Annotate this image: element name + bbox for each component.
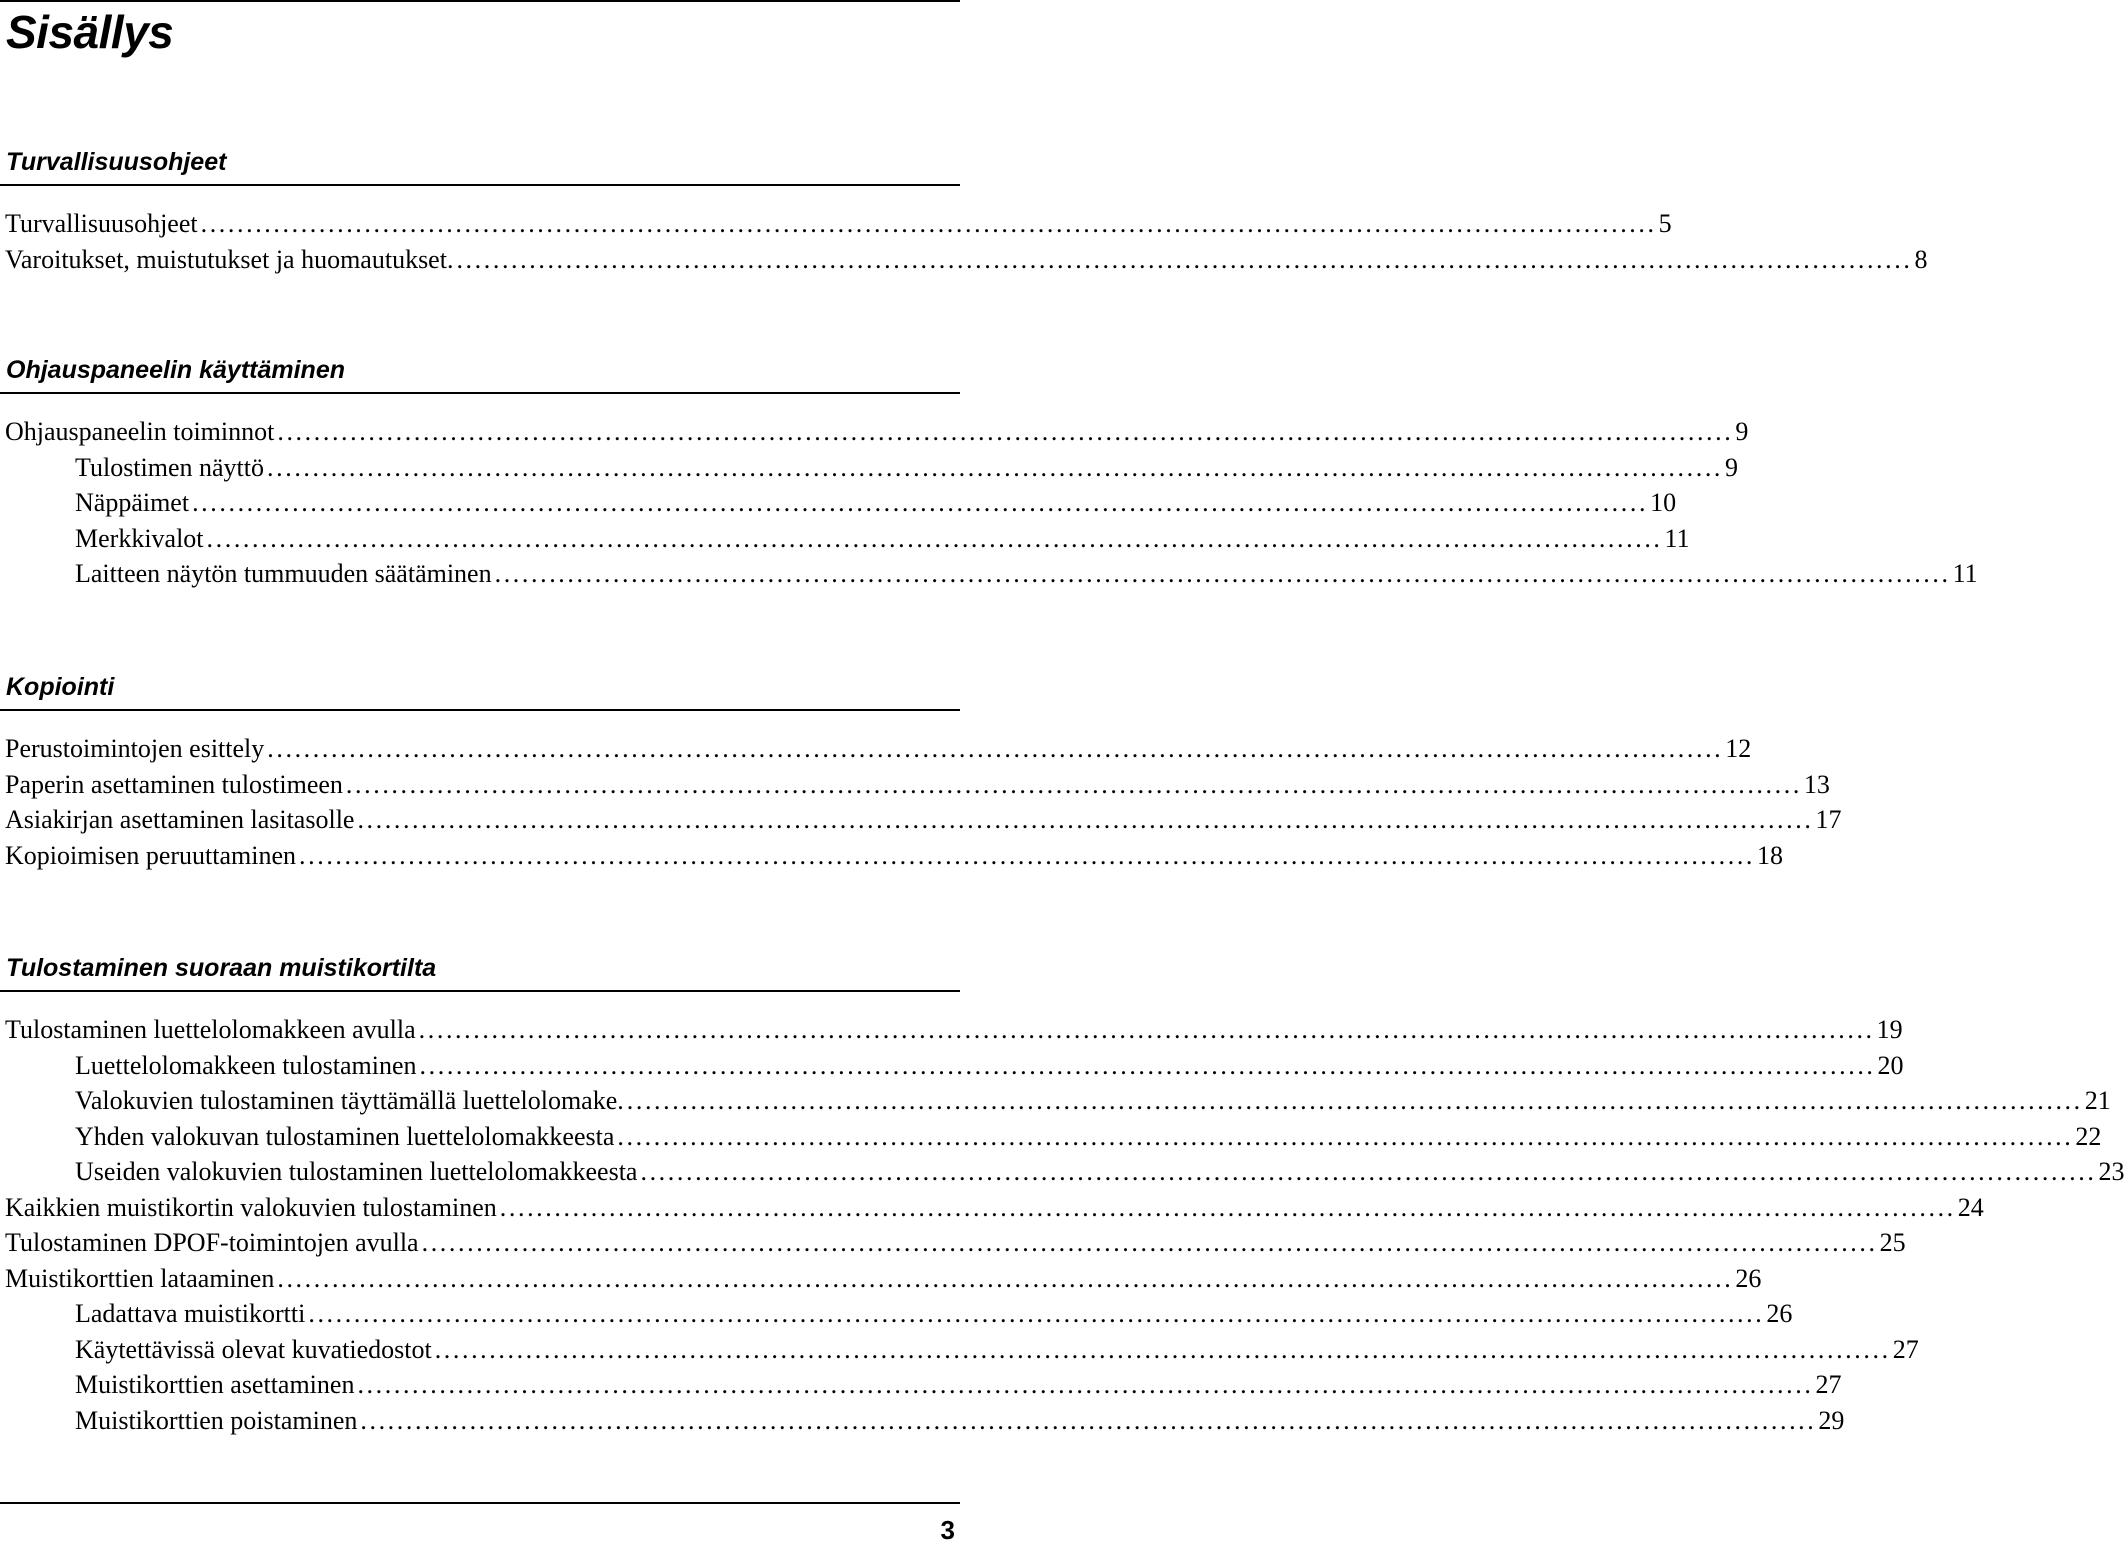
toc-entry-list [0,731,1842,873]
toc-entry-title: Useiden valokuvien tulostaminen luettelolomakkeesta [75,1157,638,1186]
toc-section [0,348,1978,592]
dot-leader: ................................................................................................................................................................ [418,1015,1875,1044]
toc-entry-page: 9 [1735,417,1749,446]
toc-entry[interactable] [0,731,1752,767]
toc-entry[interactable] [0,1083,2111,1119]
toc-entry-title: Laitteen näytön tummuuden säätäminen [75,559,492,588]
toc-entry-title: Valokuvien tulostaminen täyttämällä luettelolomake. [75,1086,624,1115]
toc-entry-title: Ladattava muistikortti [75,1299,306,1328]
toc-entry-page: 25 [1879,1228,1906,1257]
toc-entry-page: 13 [1803,769,1830,799]
toc-entry-page: 21 [2084,1086,2111,1115]
dot-leader: ................................................................................................................................................................ [267,734,1724,763]
toc-entry-title: Kopioimisen peruuttaminen [5,840,297,870]
dot-leader: ................................................................................................................................................................ [419,1050,1876,1080]
dot-leader: ................................................................................................................................................................ [456,244,1913,274]
toc-entry[interactable] [0,802,1842,838]
dot-leader: ................................................................................................................................................................ [206,523,1663,553]
toc-entry-page: 27 [1815,1370,1842,1399]
toc-entry-title: Yhden valokuvan tulostaminen luettelolomakkeesta [75,1121,615,1151]
toc-entry-title: Luettelolomakkeen tulostaminen [75,1050,417,1080]
section-heading: Tulostaminen suoraan muistikortilta [0,946,960,992]
dot-leader: ................................................................................................................................................................ [277,1263,1734,1293]
toc-entry-page: 17 [1815,805,1842,834]
dot-leader: ................................................................................................................................................................ [640,1157,2097,1186]
section-heading: Turvallisuusohjeet [0,140,960,186]
toc-entry-page: 29 [1818,1405,1845,1435]
dot-leader: ................................................................................................................................................................ [617,1121,2074,1151]
toc-entry[interactable] [0,1119,2102,1155]
toc-entry[interactable] [0,414,1749,450]
toc-entry-title: Ohjauspaneelin toiminnot [5,417,275,446]
toc-entry-page: 24 [1957,1192,1984,1222]
toc-entry-page: 23 [2098,1157,2124,1186]
toc-entry[interactable] [0,1225,1906,1261]
toc-entry-title: Asiakirjan asettaminen lasitasolle [5,805,355,834]
toc-entry-title: Varoitukset, muistutukset ja huomautukset. [5,244,454,274]
toc-entry-page: 5 [1658,209,1672,238]
toc-entry[interactable] [0,450,1739,486]
toc-entry-list [0,206,1928,277]
toc-section [0,665,1842,873]
toc-entry[interactable] [0,1296,1793,1332]
toc-entry-title: Tulostimen näyttö [75,452,265,482]
section-heading: Ohjauspaneelin käyttäminen [0,348,960,394]
section-heading: Kopiointi [0,665,960,711]
toc-entry-title: Turvallisuusohjeet [5,209,198,238]
toc-entry-page: 27 [1892,1334,1919,1364]
toc-entry[interactable] [0,1154,2124,1190]
dot-leader: ................................................................................................................................................................ [192,488,1649,517]
toc-entry-page: 20 [1877,1050,1904,1080]
toc-entry-page: 19 [1876,1015,1903,1044]
toc-entry-page: 9 [1725,452,1739,482]
toc-entry-title: Paperin asettaminen tulostimeen [5,769,343,799]
dot-leader: ................................................................................................................................................................ [200,209,1657,238]
toc-entry-title: Muistikorttien lataaminen [5,1263,275,1293]
toc-entry[interactable] [0,1190,1984,1226]
toc-entry[interactable] [0,206,1672,242]
toc-section [0,946,2124,1438]
toc-entry-title: Kaikkien muistikortin valokuvien tulostaminen [5,1192,497,1222]
toc-entry-page: 18 [1757,840,1784,870]
toc-entry-title: Tulostaminen DPOF-toimintojen avulla [5,1228,419,1257]
toc-entry[interactable] [0,767,1830,803]
toc-entry-title: Tulostaminen luettelolomakkeen avulla [5,1015,416,1044]
toc-entry-page: 11 [1952,559,1978,588]
toc-entry-page: 12 [1725,734,1752,763]
dot-leader: ................................................................................................................................................................ [345,769,1802,799]
toc-entry[interactable] [0,1048,1904,1084]
toc-section [0,140,1928,277]
toc-entry-page: 26 [1735,1263,1762,1293]
dot-leader: ................................................................................................................................................................ [277,417,1734,446]
toc-entry[interactable] [0,1012,1903,1048]
dot-leader: ................................................................................................................................................................ [626,1086,2083,1115]
toc-entry[interactable] [0,242,1928,278]
toc-entry-list [0,1012,2124,1438]
dot-leader: ................................................................................................................................................................ [421,1228,1878,1257]
page-title: Sisällys [6,6,174,58]
bottom-rule [0,1502,960,1504]
dot-leader: ................................................................................................................................................................ [267,452,1724,482]
dot-leader: ................................................................................................................................................................ [494,559,1951,588]
dot-leader: ................................................................................................................................................................ [308,1299,1765,1328]
page-number: 3 [940,1515,955,1545]
toc-entry[interactable] [0,485,1677,521]
toc-entry-page: 22 [2075,1121,2102,1151]
toc-entry-page: 8 [1914,244,1928,274]
toc-entry[interactable] [0,838,1784,874]
toc-entry-title: Muistikorttien asettaminen [75,1370,355,1399]
toc-entry[interactable] [0,1403,1845,1439]
toc-entry-title: Käytettävissä olevat kuvatiedostot [75,1334,432,1364]
dot-leader: ................................................................................................................................................................ [299,840,1756,870]
toc-entry-page: 10 [1650,488,1677,517]
dot-leader: ................................................................................................................................................................ [357,1370,1814,1399]
toc-entry[interactable] [0,556,1978,592]
toc-entry-title: Merkkivalot [75,523,204,553]
toc-entry-title: Perustoimintojen esittely [5,734,265,763]
toc-entry[interactable] [0,1332,1919,1368]
dot-leader: ................................................................................................................................................................ [499,1192,1956,1222]
toc-entry-title: Muistikorttien poistaminen [75,1405,358,1435]
dot-leader: ................................................................................................................................................................ [434,1334,1891,1364]
toc-entry-page: 11 [1664,523,1690,553]
dot-leader: ................................................................................................................................................................ [360,1405,1817,1435]
toc-entry[interactable] [0,1261,1762,1297]
toc-entry-page: 26 [1766,1299,1793,1328]
toc-entry-list [0,414,1978,592]
toc-entry[interactable] [0,521,1690,557]
dot-leader: ................................................................................................................................................................ [357,805,1814,834]
toc-entry-title: Näppäimet [75,488,190,517]
toc-entry[interactable] [0,1367,1842,1403]
